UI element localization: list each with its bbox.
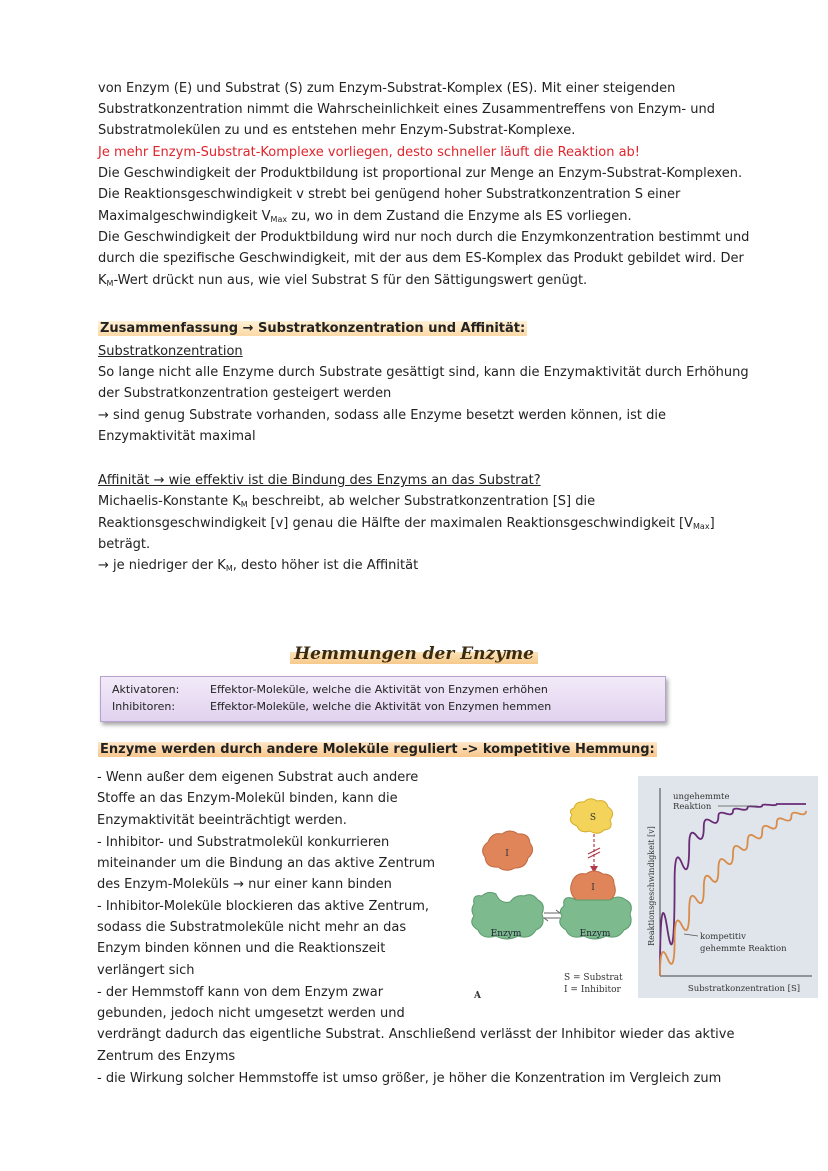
substrate-label: S [589,813,597,823]
legend-substrate: S = Substrat [564,973,623,983]
subheading-affinity: Affinität → wie effektiv ist die Bindung des Enzyms an das Substrat? [98,473,541,488]
subsection-heading [98,742,657,757]
summary-line: So lange nicht alle Enzyme durch Substrate gesättigt sind, kann die Enzymaktivität durch Erhöhung [98,365,749,380]
list-item: Enzym binden können und die Reaktionszeit [97,941,386,956]
text-fragment: , desto höher ist die Affinität [232,558,419,573]
intro-line: von Enzym (E) und Substrat (S) zum Enzym-Substrat-Komplex (ES). Mit einer steigenden [98,81,676,96]
intro-line [98,270,587,291]
definition-text: Effektor-Moleküle, welche die Aktivität von Enzymen erhöhen [210,683,548,696]
list-item: Zentrum des Enzyms [97,1049,236,1064]
reaction-arrow-icon [544,910,560,913]
list-item: verdrängt dadurch das eigentliche Substrat. Anschließend verlässt der Inhibitor wieder das aktive [97,1027,735,1042]
subscript: Max [270,215,288,224]
definition-box [100,676,666,722]
enzyme-label: Enzym [579,929,611,939]
curve-label-uninhibited: ungehemmte [673,792,730,802]
competitive-inhibition-figure [466,776,818,1004]
reaction-arrow-icon [544,918,560,921]
list-item: - Wenn außer dem eigenen Substrat auch andere [97,770,419,785]
text-fragment: Michaelis-Konstante K [98,494,241,509]
list-item: Enzymaktivität beeinträchtigt werden. [97,813,347,828]
curve-label-inhibited: gehemmte Reaktion [700,944,787,954]
curve-label-uninhibited: Reaktion [673,802,712,812]
affinity-line: beträgt. [98,537,151,552]
text-fragment: -Wert drückt nun aus, wie viel Substrat S für den Sättigungswert genügt. [113,273,588,288]
definition-text: Effektor-Moleküle, welche die Aktivität von Enzymen hemmen [210,700,552,713]
list-item: gebunden, jedoch nicht umgesetzt werden und [97,1006,405,1021]
text-fragment: Maximalgeschwindigkeit V [98,209,271,224]
intro-highlight-line: Je mehr Enzym-Substrat-Komplexe vorliegen, desto schneller läuft die Reaktion ab! [98,145,640,160]
section-title [0,644,828,664]
summary-line: der Substratkonzentration gesteigert werden [98,386,392,401]
summary-line: Enzymaktivität maximal [98,429,256,444]
text-fragment: → je niedriger der K [98,558,226,573]
text-fragment: Reaktionsgeschwindigkeit [v] genau die Hälfte der maximalen Reaktionsgeschwindigkeit [V [98,516,694,531]
text-fragment: zu, wo in dem Zustand die Enzyme als ES vorliegen. [287,209,632,224]
enzyme-label: Enzym [490,929,522,939]
legend-inhibitor: I = Inhibitor [564,985,621,995]
intro-line [98,206,632,227]
list-item: verlängert sich [97,963,195,978]
affinity-line [98,555,418,576]
intro-line: Die Geschwindigkeit der Produktbildung wird nur noch durch die Enzymkonzentration bestimmt und [98,230,750,245]
subsection-heading-text: Enzyme werden durch andere Moleküle reguliert -> kompetitive Hemmung: [100,742,655,757]
list-item: des Enzym-Moleküls → nur einer kann binden [97,877,392,892]
affinity-line [98,491,595,512]
subscript: M [225,564,233,573]
list-item: - Inhibitor-Moleküle blockieren das aktive Zentrum, [97,899,430,914]
definition-activators [112,683,548,696]
curve-label-inhibited: kompetitiv [700,932,746,942]
x-axis-label: Substratkonzentration [S] [687,984,801,994]
list-item: - Inhibitor- und Substratmolekül konkurrieren [97,835,390,850]
definition-term: Aktivatoren: [112,683,180,696]
intro-line: Die Geschwindigkeit der Produktbildung ist proportional zur Menge an Enzym-Substrat-Komplexen. [98,166,743,181]
subscript: M [240,500,248,509]
subheading-substrate: Substratkonzentration [98,344,243,359]
list-item: sodass die Substratmoleküle nicht mehr an das [97,920,407,935]
inhibitor-label: I [505,849,509,859]
panel-label: A [474,991,481,1001]
intro-line: durch die spezifische Geschwindigkeit, mit der aus dem ES-Komplex das Produkt gebildet wird. Der [98,251,744,266]
list-item: - die Wirkung solcher Hemmstoffe ist umso größer, je höher die Konzentration im Vergleich zum [97,1071,722,1086]
chart-background [638,776,818,998]
text-fragment: ] [709,516,715,531]
subscript: Max [693,522,710,531]
subscript: M [106,279,114,288]
bound-inhibitor-label: I [591,883,595,893]
list-item: miteinander um die Bindung an das aktive Zentrum [97,856,436,871]
definition-term: Inhibitoren: [112,700,176,713]
summary-heading [98,318,527,339]
summary-line: → sind genug Substrate vorhanden, sodass alle Enzyme besetzt werden können, ist die [98,408,666,423]
list-item: - der Hemmstoff kann von dem Enzym zwar [97,985,384,1000]
intro-line: Die Reaktionsgeschwindigkeit v strebt bei genügend hoher Substratkonzentration S einer [98,187,681,202]
section-title-text: Hemmungen der Enzyme [290,644,538,664]
definition-inhibitors [112,700,551,713]
text-fragment: K [98,273,107,288]
intro-line: Substratmolekülen zu und es entstehen mehr Enzym-Substrat-Komplexe. [98,123,576,138]
intro-line: Substratkonzentration nimmt die Wahrscheinlichkeit eines Zusammentreffens von Enzym- und [98,102,715,117]
list-item: Stoffe an das Enzym-Molekül binden, kann die [97,791,398,806]
text-fragment: beschreibt, ab welcher Substratkonzentration [S] die [247,494,596,509]
affinity-line [98,513,715,534]
y-axis-label: Reaktionsgeschwindigkeit [v] [647,826,656,946]
summary-heading-text: Zusammenfassung → Substratkonzentration und Affinität: [100,321,526,336]
